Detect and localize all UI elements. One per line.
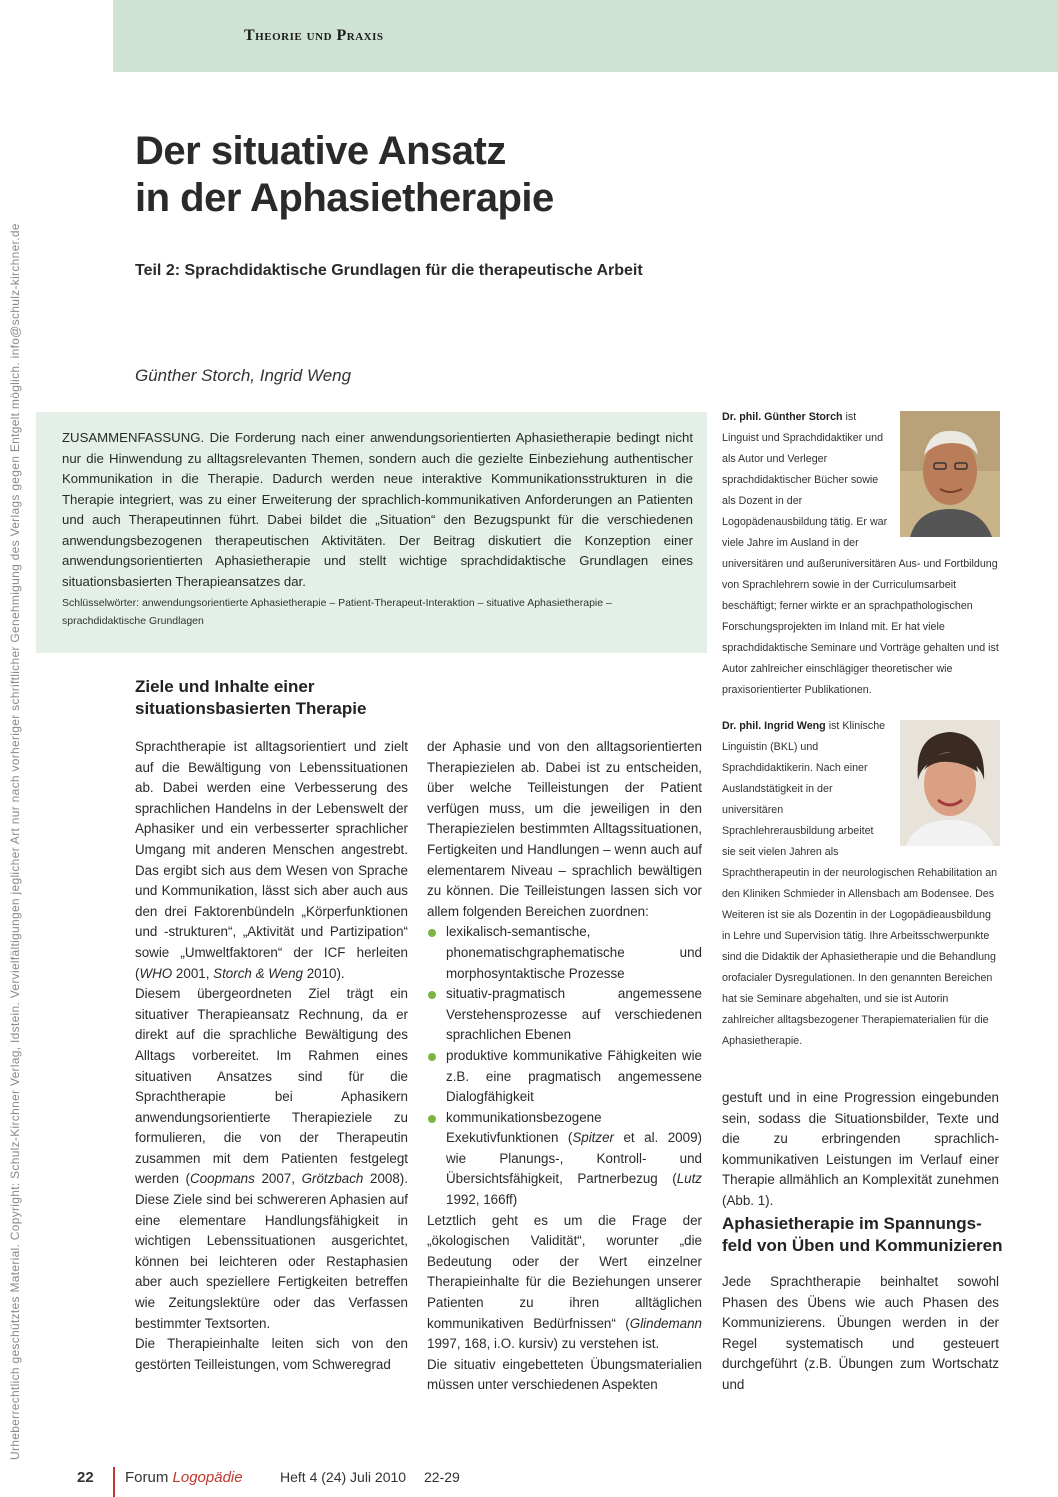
citation: WHO bbox=[139, 965, 173, 981]
list-item: kommunikationsbezogene Exekutivfunktionen (Spitzer et al. 2009) wie Planungs-, Kontroll- und Übersichtsfähigkeit, Partnerbezug (Lutz 1992, 166ff) bbox=[427, 1108, 702, 1211]
body-column-4 bbox=[722, 1272, 999, 1396]
issue-info: Heft 4 (24) Juli 2010 bbox=[280, 1469, 407, 1485]
paragraph: Sprachtherapie ist alltagsorientiert und zielt auf die Bewältigung von Lebenssituationen ab. Dabei werden eine Verbesserung des sprachlichen Handelns in der Lebenswelt der Aphasiker und ein verbesserter sprachlicher Umgang mit anderen Menschen angestrebt. Das ergibt sich aus dem Wesen von Sprache und Kommunikation, lässt sich aber auch aus den drei Faktorenbündeln „Körperfunktionen und -strukturen“, „Aktivität und Partizipation“ sowie „Umweltfaktoren“ der ICF herleiten (WHO 2001, Storch & Weng 2010). bbox=[135, 739, 408, 981]
paragraph: Die Therapieinhalte leiten sich von den gestörten Teilleistungen, vom Schweregrad bbox=[135, 1336, 408, 1372]
heading-line-2: situationsbasierten Therapie bbox=[135, 699, 367, 718]
copyright-notice: Urheberrechtlich geschütztes Material. Copyright: Schulz-Kirchner Verlag, Idstein. Vervielfältigungen jeglicher Art nur nach vorheriger schriftlicher Genehmigung des Verlags gegen Entgelt möglich. info@schulz-kirchner.de bbox=[8, 223, 22, 1460]
portrait-image bbox=[900, 411, 1000, 537]
paragraph: Diesem übergeordneten Ziel trägt ein situativer Therapieansatz Rechnung, da er direkt auf die sprachliche Bewältigung des Alltags vorbereitet. Im Rahmen eines situativen Ansatzes sind für die Sprachtherapie bei Aphasikern anwendungsorientierte Therapieziele zu formulieren, die von der Therapeutin zusammen mit dem Patienten festgelegt werden (Coopmans 2007, Grötzbach 2008). Diese Ziele sind bei schwereren Aphasien auf eine elementare Handlungsfähigkeit in wichtigen Lebenssituationen ausgerichtet, können bei leichteren oder Restaphasien aber auch speziellere Fertigkeiten betreffen wie Zeitungslektüre oder das Verfassen bestimmter Textsorten. bbox=[135, 986, 408, 1331]
article-title bbox=[135, 128, 735, 222]
abstract-text: ZUSAMMENFASSUNG. Die Forderung nach einer anwendungsorientierten Aphasietherapie bedingt nicht nur die Hinwendung zu alltagsrelevanten Themen, sondern auch die gezielte Einbeziehung authentischer Kommunikation in die Therapie. Dadurch werden neue interaktive Kommunikationsstrukturen in die Therapie integriert, was zu einer Erweiterung der sprachlich-kommunikativen Anforderungen an Patienten und auch Therapeutinnen führt. Dabei bildet die „Situation“ den Bezugspunkt für die verschiedenen anwendungsbezogenen therapeutischen Aktivitäten. Der Beitrag diskutiert die Konzeption einer anwendungsorientierten Aphasietherapie und stellt wichtige sprachdidaktische Grundlagen eines situationsbasierten Therapieansatzes dar. bbox=[62, 430, 693, 589]
section-heading-practice bbox=[722, 1213, 1003, 1257]
paragraph: Jede Sprachtherapie beinhaltet sowohl Phasen des Übens wie auch Phasen des Kommunizierens. Übungen werden in der Regel systematisch und gesteuert durchgeführt (z.B. Übungen zum Wortschatz und bbox=[722, 1274, 999, 1392]
author-bio-weng bbox=[722, 716, 1000, 1052]
heading-line-1: Ziele und Inhalte einer bbox=[135, 677, 315, 696]
body-column-3 bbox=[722, 1088, 999, 1212]
section-heading-goals bbox=[135, 676, 366, 720]
heading-line-1: Aphasietherapie im Spannungs- bbox=[722, 1214, 982, 1233]
keywords: Schlüsselwörter: anwendungsorientierte Aphasietherapie – Patient-Therapeut-Interaktion – situative Aphasietherapie – sprachdidaktische Grundlagen bbox=[62, 597, 612, 627]
abstract-box bbox=[36, 412, 707, 653]
portrait-storch bbox=[900, 411, 1000, 537]
article-subtitle: Teil 2: Sprachdidaktische Grundlagen für die therapeutische Arbeit bbox=[135, 262, 643, 279]
body-column-2 bbox=[427, 737, 702, 1396]
body-column-1 bbox=[135, 737, 408, 1375]
citation: Lutz bbox=[676, 1171, 702, 1187]
citation: Grötzbach bbox=[301, 1171, 364, 1187]
citation: Storch & Weng bbox=[213, 965, 303, 981]
portrait-image bbox=[900, 720, 1000, 846]
heading-line-2: feld von Üben und Kommunizieren bbox=[722, 1236, 1003, 1255]
author-bio-storch bbox=[722, 407, 1000, 701]
citation: Glindemann bbox=[629, 1315, 702, 1331]
list-item: produktive kommunikative Fähigkeiten wie z.B. eine pragmatisch angemessene Dialogfähigkeit bbox=[427, 1046, 702, 1108]
paragraph: der Aphasie und von den alltagsorientierten Therapiezielen ab. Dabei ist zu entscheiden, über welche Teilleistungen der Patient verfügen muss, um die jeweiligen in den Therapiezielen bestimmten Alltagssituationen, Fertigkeiten und Handlungen – wenn auch auf elementarem Niveau – sprachlich bewältigen zu können. Die Teilleistungen lassen sich vor allem folgenden Bereichen zuordnen: bbox=[427, 739, 702, 919]
list-item: lexikalisch-semantische, phonematischgraphematische und morphosyntaktische Prozesse bbox=[427, 922, 702, 984]
bio-text: ist Klinische Linguistin (BKL) und Sprachdidaktikerin. Nach einer Auslandstätigkeit in der universitären Sprachlehrerausbildung arbeitet sie seit vielen Jahren als Sprachtherapeutin in der neurologischen Rehabilitation an den Kliniken Schmieder in Allensbach am Bodensee. Des Weiteren ist sie als Dozentin in der Logopädieausbildung in Lehre und Supervision tätig. Ihre Arbeitsschwerpunkte sind die Didaktik der Aphasietherapie und die Behandlung orofacialer Dysregulationen. In den genannten Bereichen hat sie Seminare abgehalten, und sie ist Autorin zahlreicher alltagsbezogener Therapiematerialien für die Aphasietherapie. bbox=[722, 720, 998, 1047]
article-authors: Günther Storch, Ingrid Weng bbox=[135, 366, 352, 385]
paragraph: gestuft und in eine Progression eingebunden sein, sodass die Situationsbilder, Texte und die zu erbringenden sprachlich-kommunikativen Leistungen im Verlauf einer Therapie allmählich an Komplexität zunehmen (Abb. 1). bbox=[722, 1090, 999, 1208]
bio-name: Dr. phil. Ingrid Weng bbox=[722, 720, 826, 732]
title-line-1: Der situative Ansatz bbox=[135, 129, 506, 173]
journal-name: Forum Logopädie bbox=[125, 1469, 243, 1486]
footer-rule bbox=[113, 1467, 115, 1497]
page-range: 22-29 bbox=[424, 1469, 460, 1485]
citation: Spitzer bbox=[572, 1130, 615, 1146]
paragraph: Die situativ eingebetteten Übungsmaterialien müssen unter verschiedenen Aspekten bbox=[427, 1356, 702, 1393]
portrait-weng bbox=[900, 720, 1000, 846]
section-label: Theorie und Praxis bbox=[244, 27, 384, 44]
paragraph: Letztlich geht es um die Frage der „ökologischen Validität“, worunter „die Bedeutung oder der Wert einzelner Therapieinhalte für die Beziehungen unserer Patienten zu ihren alltäglichen kommunikativen Bedürfnissen“ (Glindemann 1997, 168, i.O. kursiv) zu verstehen ist. bbox=[427, 1212, 702, 1352]
citation: Coopmans bbox=[190, 1171, 255, 1187]
bio-text: ist Linguist und Sprachdidaktiker und als Autor und Verleger sprachdidaktischer Bücher sowie als Dozent in der Logopädenausbildung tätig. Er war viele Jahre im Ausland in der universitären und außeruniversitären Aus- und Fortbildung von Sprachlehrern sowie in der Curriculumsarbeit beschäftigt; ferner wirkte er an sprachpathologischen Forschungsprojekten im Inland mit. Er hat viele sprachdidaktische Seminare und Vorträge gehalten und ist Autor zahlreicher einschlägiger theoretischer wie praxisorientierter Publikationen. bbox=[722, 411, 999, 696]
page-number: 22 bbox=[77, 1469, 94, 1486]
bullet-list bbox=[427, 922, 702, 1210]
section-header-band bbox=[113, 0, 1058, 72]
bio-name: Dr. phil. Günther Storch bbox=[722, 411, 843, 423]
list-item: situativ-pragmatisch angemessene Verstehensprozesse auf verschiedenen sprachlichen Ebenen bbox=[427, 984, 702, 1046]
title-line-2: in der Aphasietherapie bbox=[135, 176, 554, 220]
